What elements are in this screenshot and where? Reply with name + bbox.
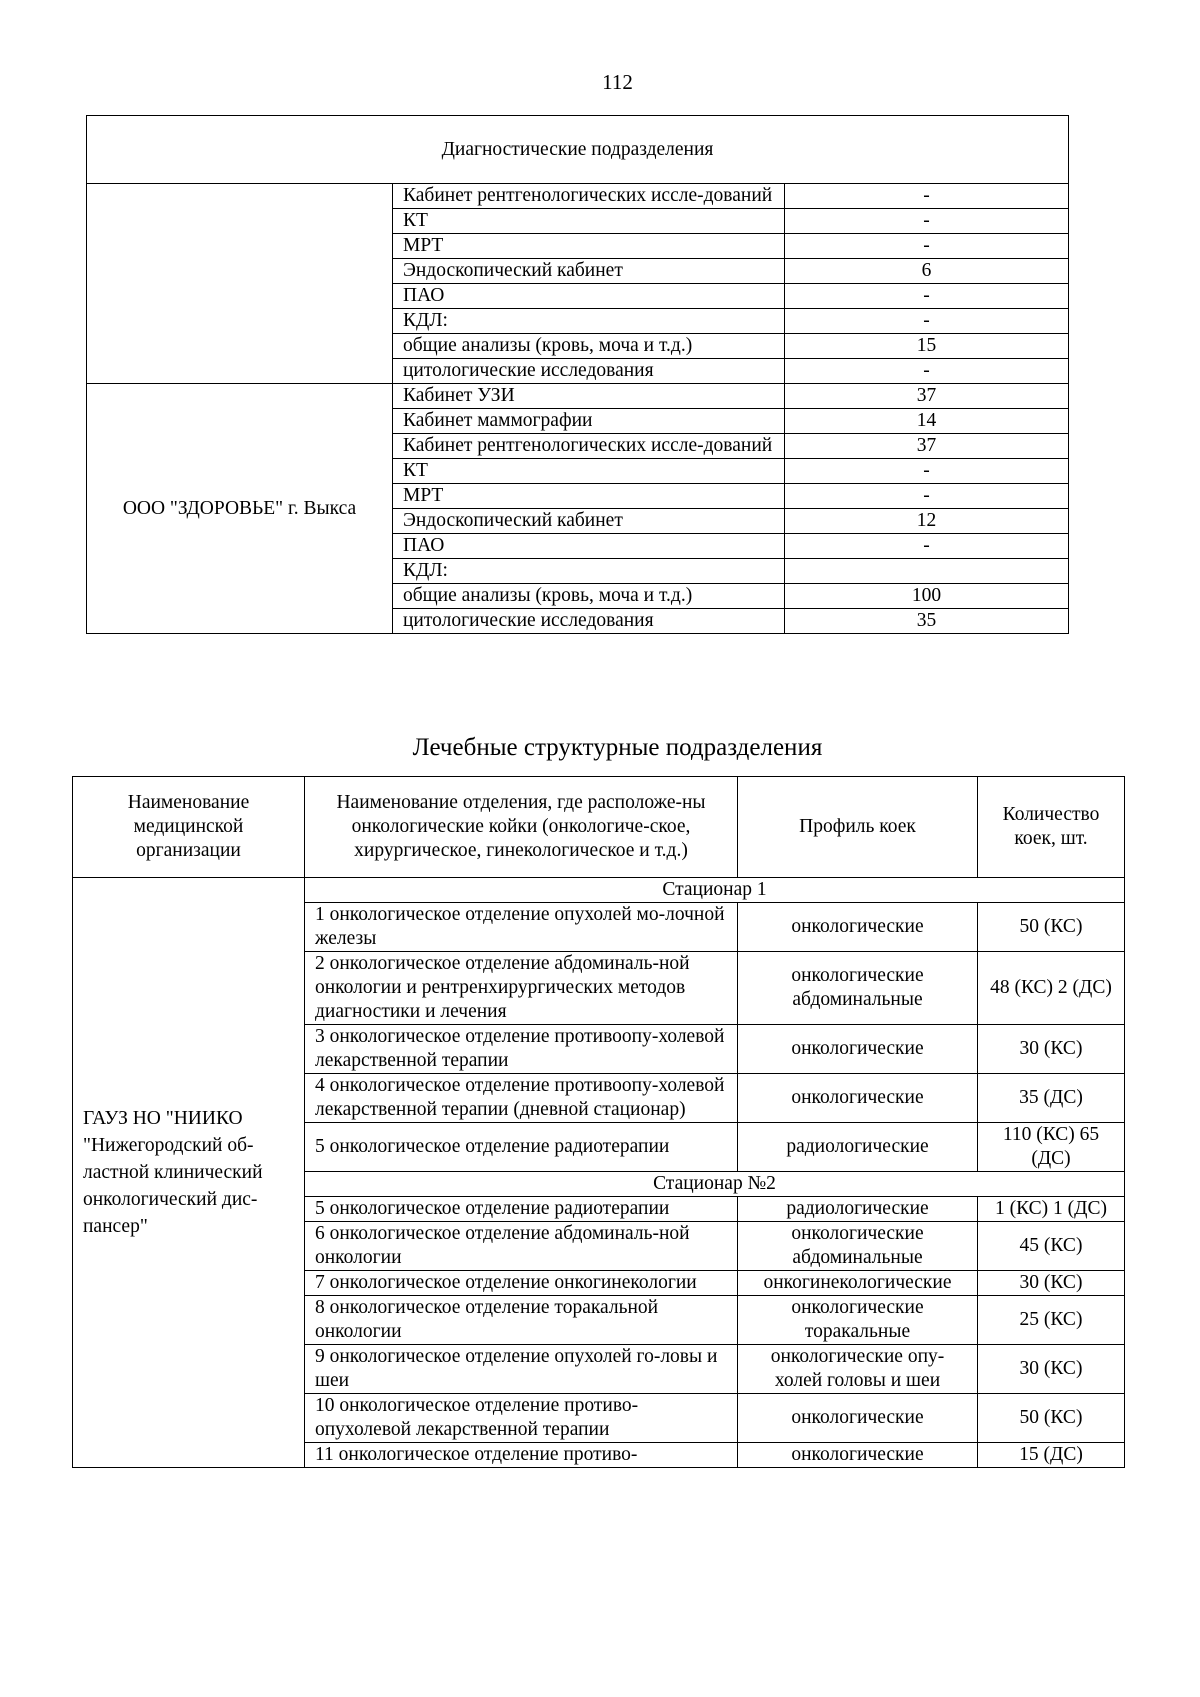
bed-count-cell: 30 (КС) xyxy=(978,1271,1125,1296)
department-cell: 8 онкологическое отделение торакальной онкологии xyxy=(305,1296,738,1345)
header-count: Количество коек, шт. xyxy=(978,777,1125,878)
unit-name-cell: Кабинет рентгенологических иссле-дований xyxy=(393,184,785,209)
bed-count-cell: 110 (КС) 65 (ДС) xyxy=(978,1123,1125,1172)
header-dept: Наименование отделения, где расположе-ны онкологические койки (онкологиче-ское, хирургическое, гинекологическое и т.д.) xyxy=(305,777,738,878)
profile-cell: онкологические xyxy=(738,1025,978,1074)
profile-cell: онкогинекологические xyxy=(738,1271,978,1296)
unit-value-cell: - xyxy=(785,309,1069,334)
bed-count-cell: 30 (КС) xyxy=(978,1345,1125,1394)
profile-cell: онкологические xyxy=(738,1443,978,1468)
unit-name-cell: цитологические исследования xyxy=(393,609,785,634)
bed-count-cell: 35 (ДС) xyxy=(978,1074,1125,1123)
department-cell: 11 онкологическое отделение противо- xyxy=(305,1443,738,1468)
department-cell: 7 онкологическое отделение онкогинекологии xyxy=(305,1271,738,1296)
unit-value-cell: - xyxy=(785,484,1069,509)
unit-value-cell: 14 xyxy=(785,409,1069,434)
profile-cell: онкологические xyxy=(738,903,978,952)
bed-count-cell: 50 (КС) xyxy=(978,903,1125,952)
unit-value-cell: - xyxy=(785,234,1069,259)
unit-value-cell: - xyxy=(785,359,1069,384)
stationar-2-row-label: Стационар №2 xyxy=(305,1172,1125,1197)
department-cell: 5 онкологическое отделение радиотерапии xyxy=(305,1123,738,1172)
table-row xyxy=(87,184,1069,209)
bed-count-cell: 48 (КС) 2 (ДС) xyxy=(978,952,1125,1025)
unit-value-cell: - xyxy=(785,534,1069,559)
bed-count-cell: 45 (КС) xyxy=(978,1222,1125,1271)
table-header-row xyxy=(73,777,1125,878)
unit-value-cell: 6 xyxy=(785,259,1069,284)
diag-header: Диагностические подразделения xyxy=(87,116,1069,184)
treatment-units-table xyxy=(72,776,1125,1468)
unit-name-cell: МРТ xyxy=(393,484,785,509)
table-row xyxy=(87,384,1069,409)
profile-cell: онкологические xyxy=(738,1074,978,1123)
unit-value-cell: - xyxy=(785,459,1069,484)
section-title: Лечебные структурные подразделения xyxy=(412,734,823,761)
unit-name-cell: ПАО xyxy=(393,534,785,559)
unit-name-cell: Кабинет рентгенологических иссле-дований xyxy=(393,434,785,459)
unit-name-cell: Кабинет УЗИ xyxy=(393,384,785,409)
unit-name-cell: МРТ xyxy=(393,234,785,259)
bed-count-cell: 25 (КС) xyxy=(978,1296,1125,1345)
unit-name-cell: общие анализы (кровь, моча и т.д.) xyxy=(393,334,785,359)
stationar-1-row xyxy=(73,878,1125,903)
department-cell: 6 онкологическое отделение абдоминаль-ной онкологии xyxy=(305,1222,738,1271)
unit-name-cell: КТ xyxy=(393,209,785,234)
diagnostic-units-table xyxy=(86,115,1069,634)
unit-name-cell: КТ xyxy=(393,459,785,484)
unit-value-cell: 100 xyxy=(785,584,1069,609)
department-cell: 1 онкологическое отделение опухолей мо-лочной железы xyxy=(305,903,738,952)
unit-name-cell: КДЛ: xyxy=(393,309,785,334)
unit-value-cell: - xyxy=(785,184,1069,209)
unit-value-cell: 37 xyxy=(785,434,1069,459)
organization-cell xyxy=(87,184,393,384)
unit-value-cell: - xyxy=(785,284,1069,309)
department-cell: 10 онкологическое отделение противо-опухолевой лекарственной терапии xyxy=(305,1394,738,1443)
profile-cell: онкологические абдоминальные xyxy=(738,1222,978,1271)
unit-name-cell: общие анализы (кровь, моча и т.д.) xyxy=(393,584,785,609)
bed-count-cell: 50 (КС) xyxy=(978,1394,1125,1443)
diag-header-row xyxy=(87,116,1069,184)
profile-cell: онкологические опу-холей головы и шеи xyxy=(738,1345,978,1394)
unit-name-cell: Кабинет маммографии xyxy=(393,409,785,434)
unit-value-cell: 35 xyxy=(785,609,1069,634)
unit-value-cell: 37 xyxy=(785,384,1069,409)
bed-count-cell: 1 (КС) 1 (ДС) xyxy=(978,1197,1125,1222)
department-cell: 9 онкологическое отделение опухолей го-ловы и шеи xyxy=(305,1345,738,1394)
bed-count-cell: 30 (КС) xyxy=(978,1025,1125,1074)
unit-name-cell: КДЛ: xyxy=(393,559,785,584)
department-cell: 4 онкологическое отделение противоопу-холевой лекарственной терапии (дневной стационар) xyxy=(305,1074,738,1123)
unit-name-cell: ПАО xyxy=(393,284,785,309)
unit-name-cell: Эндоскопический кабинет xyxy=(393,509,785,534)
unit-value-cell: - xyxy=(785,209,1069,234)
profile-cell: онкологические торакальные xyxy=(738,1296,978,1345)
profile-cell: онкологические абдоминальные xyxy=(738,952,978,1025)
profile-cell: радиологические xyxy=(738,1197,978,1222)
unit-value-cell xyxy=(785,559,1069,584)
organization-cell: ГАУЗ НО "НИИКО "Нижегородский об-ластной клинический онкологический дис-пансер" xyxy=(73,878,305,1468)
profile-cell: радиологические xyxy=(738,1123,978,1172)
department-cell: 2 онкологическое отделение абдоминаль-ной онкологии и рентренхирургических методов диагностики и лечения xyxy=(305,952,738,1025)
profile-cell: онкологические xyxy=(738,1394,978,1443)
header-org: Наименование медицинской организации xyxy=(73,777,305,878)
department-cell: 5 онкологическое отделение радиотерапии xyxy=(305,1197,738,1222)
department-cell: 3 онкологическое отделение противоопу-холевой лекарственной терапии xyxy=(305,1025,738,1074)
unit-name-cell: цитологические исследования xyxy=(393,359,785,384)
header-profile: Профиль коек xyxy=(738,777,978,878)
stationar-1-row-label: Стационар 1 xyxy=(305,878,1125,903)
unit-value-cell: 12 xyxy=(785,509,1069,534)
unit-value-cell: 15 xyxy=(785,334,1069,359)
page-number: 112 xyxy=(602,70,633,94)
organization-cell: ООО "ЗДОРОВЬЕ" г. Выкса xyxy=(87,384,393,634)
bed-count-cell: 15 (ДС) xyxy=(978,1443,1125,1468)
unit-name-cell: Эндоскопический кабинет xyxy=(393,259,785,284)
